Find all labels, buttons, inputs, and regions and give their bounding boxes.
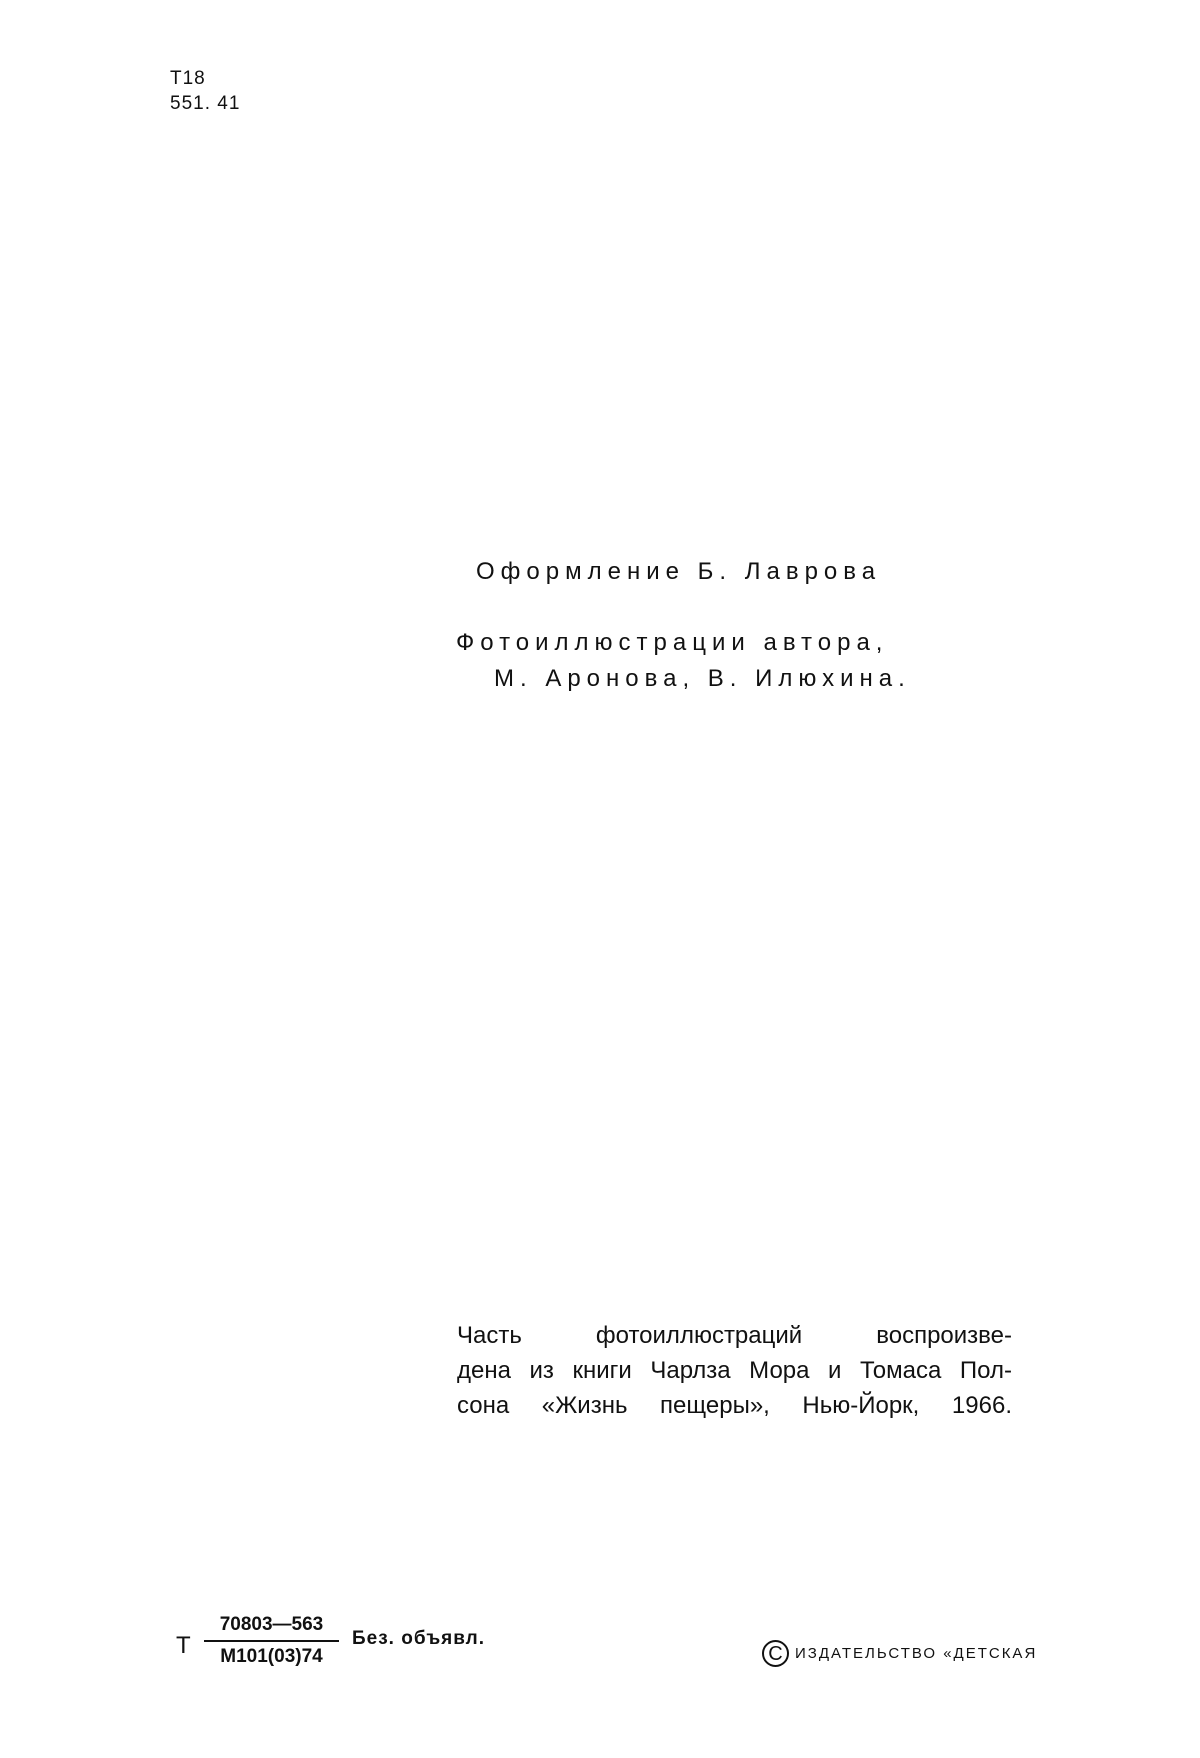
reproduction-note [457, 1318, 1012, 1423]
imprint-fraction [204, 1612, 339, 1670]
imprint-note: Без. объявл. [352, 1628, 486, 1649]
publisher-name: ИЗДАТЕЛЬСТВО «ДЕТСКАЯ [795, 1645, 1038, 1662]
copyright-icon: C [762, 1640, 789, 1667]
photo-credit-line-2: М. Аронова, В. Илюхина. [494, 665, 911, 692]
publisher-line [762, 1640, 1037, 1667]
note-line-1: Часть фотоиллюстраций воспроизве- [457, 1322, 1012, 1349]
note-line-3: сона «Жизнь пещеры», Нью-Йорк, 1966. [457, 1392, 1012, 1419]
imprint-denominator: М101(03)74 [220, 1646, 323, 1667]
photo-credit-line-1: Фотоиллюстрации автора, [456, 629, 889, 656]
classification-codes [170, 66, 240, 116]
classification-code-line-2: 551. 41 [170, 93, 241, 114]
imprint-numerator: 70803—563 [204, 1612, 339, 1642]
design-credit: Оформление Б. Лаврова [476, 558, 882, 585]
classification-code-line-1: Т18 [170, 68, 206, 89]
imprint-letter: Т [176, 1632, 191, 1659]
note-line-2: дена из книги Чарлза Мора и Томаса Пол- [457, 1357, 1012, 1384]
